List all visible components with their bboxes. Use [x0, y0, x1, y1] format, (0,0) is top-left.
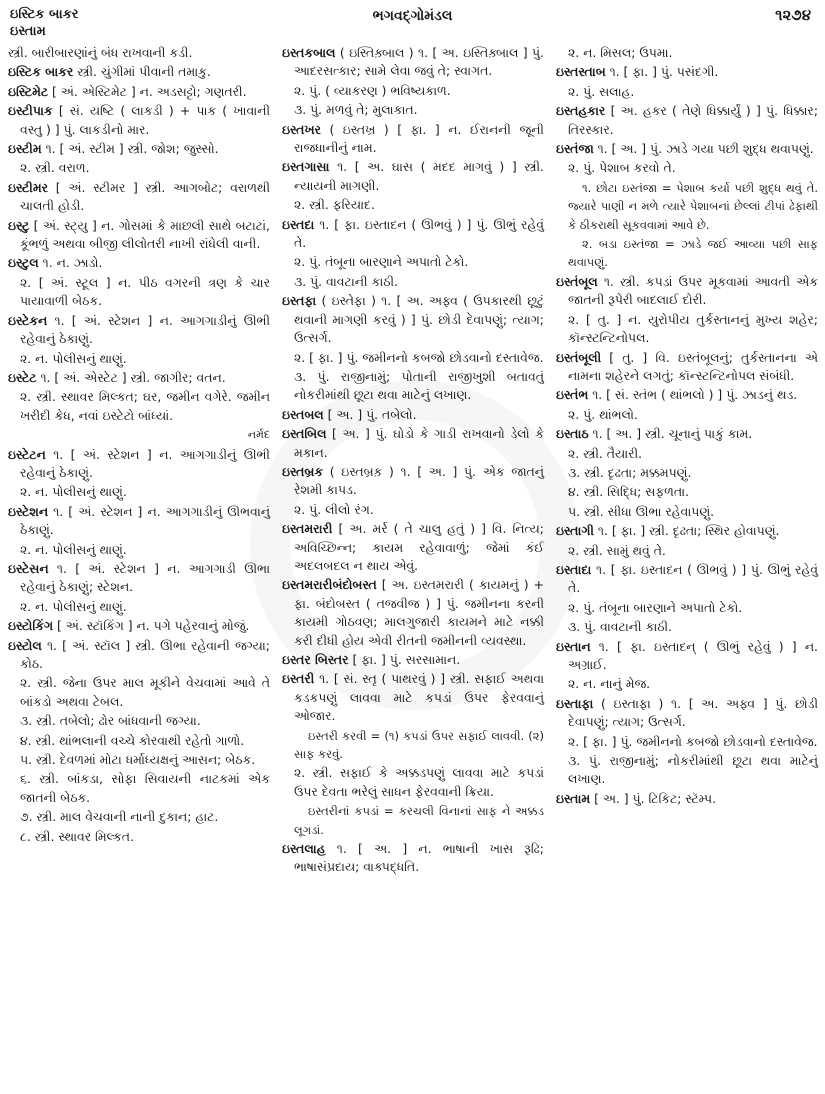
definition-text: ૨. બડા ઇસ્તંજા = ઝાડે જઈ આવ્યા પછી સાફ થવાપણું. [568, 237, 818, 270]
column-2 [282, 44, 544, 878]
definition-text: ( ઇસ્તખ્ર ) [ ફા. ] ન. ઈરાનની જૂની રાજધાનીનું નામ. [294, 121, 544, 156]
definition-text: ૨. સ્ત્રી. ફરિયાદ. [294, 197, 375, 213]
page-header [0, 0, 825, 44]
definition-text: ૨. [ તુ. ] ન. યુરોપીય તુર્કસ્તાનનું મુખ્ય શહેર; કૉન્સ્ટન્ટિનોપલ. [568, 311, 818, 346]
sense-line [282, 253, 544, 271]
sense-line [8, 712, 270, 730]
definition-text: ૨. પું. સલાહ. [568, 83, 635, 99]
definition-text: ૮. સ્ત્રી. સ્થાવર મિલ્કત. [20, 828, 134, 844]
sense-line [556, 44, 818, 62]
usage-note [556, 235, 818, 272]
definition-text: [ અં. એસ્ટિમેટ ] ન. અડસટ્ટો; ગણતરી. [52, 83, 247, 99]
sense-line [282, 82, 544, 100]
definition-text: ૨. સ્ત્રી. સ્થાવર મિલ્કત; ઘર, જમીન વગેરે. જમીન ખરીદી કેધ, નવાં ઇસ્ટેટો બાંધ્યાં. [20, 389, 270, 423]
sense-line [8, 388, 270, 425]
headword: ઇસ્તમરારી [282, 521, 333, 537]
dictionary-entry [8, 617, 270, 635]
definition-text: ( ઇસ્તબ્રક઼ ) ૧. [ અ. ] પું. એક જાતનું રેશમી કાપડ. [294, 463, 544, 498]
dictionary-entry [8, 140, 270, 158]
definition-text: ૧. છોટા ઇસ્તંજા = પેશાબ કર્યા પછી શુદ્ધ થવું તે. જ્યારે પાણી ન મળે ત્યારે પેશાબનાં છેલ્લાં ટીપાં ઢેફાથી કે ઠીકરાથી સૂકવવામાં આવે છે. [568, 180, 818, 232]
definition-text: [ ફા. ] પું. સરસામાન. [352, 652, 461, 667]
sense-line [282, 368, 544, 405]
definition-text: ૨. [ અં. સ્ટૂલ ] ન. પીઠ વગરની ત્રણ કે ચાર પાયાવાળી બેઠક. [20, 274, 270, 309]
definition-text: ૨. સ્ત્રી. વરાળ. [20, 160, 90, 176]
dictionary-entry [8, 217, 270, 254]
sense-line [556, 733, 818, 751]
headword: ઇસ્તંબૂલ [556, 273, 598, 289]
definition-text: [ અ. હકર ( તેણે ધિક્કાર્યું ) ] પું. ધિક્કાર; તિરસ્કાર. [568, 103, 818, 137]
dictionary-entry [282, 840, 544, 877]
definition-text: ૨. ન. પોલીસનું થાણું. [20, 484, 127, 500]
sense-line [8, 674, 270, 711]
definition-text: ૩. પું. રાજીનામું; નોકરીમાંથી છૂટા થવા માટેનું લખાણ. [568, 753, 818, 787]
dictionary-entry [8, 560, 270, 597]
headword: ઇસ્તહકાર [556, 103, 606, 119]
sense-line [556, 675, 818, 693]
definition-text: [ અં. સ્ટીમર ] સ્ત્રી. આગબોટ; વરાળથી ચાલતી હોડી. [20, 179, 270, 214]
headword: ઇસ્તફા [282, 293, 317, 309]
sense-line [282, 196, 544, 214]
definition-text: ૩. પું. મળવું તે; મુલાકાત. [294, 102, 418, 118]
definition-text: [ અ. મર્ર ( તે ચાલુ હતું ) ] વિ. નિત્ય; અવિચ્છિન્ન; કાયમ રહેવાવાળું; જેમાં કંઈ અદલબદલ ન થાય એવું. [294, 521, 544, 573]
definition-text: ૨. ન. પોલીસનું થાણું. [20, 541, 127, 557]
definition-text: ૨. ન. પોલીસનું થાણું. [20, 350, 127, 366]
definition-text: ૧. [ સં. સ્તંભ ( થાંભલો ) ] પું. ઝાડનું થડ. [592, 387, 798, 403]
dictionary-entry [556, 102, 818, 139]
headword: ઇસ્ટેશન [8, 503, 49, 519]
definition-text: ૨. પું. તંબૂના બારણાને અપાતો ટેકો. [294, 254, 469, 270]
headword: ઇસ્તાફા [556, 695, 594, 711]
definition-text: ૧. [ અં. સ્ટેશન ] ન. આગગાડી ઊભા રહેવાનું ઠેકાણું; સ્ટેશન. [20, 560, 270, 595]
definition-text: ૩. પું. વાવટાની કાઠી. [568, 619, 672, 635]
definition-text: ૨. ન. પોલીસનું થાણું. [20, 598, 127, 614]
headword: ઇસ્ટિક બાકર [8, 64, 74, 80]
headword: ઇસ્ટોકિંગ [8, 618, 54, 634]
dictionary-entry [8, 312, 270, 349]
definition-text: ૫. સ્ત્રી. સીધા ઊભા રહેવાપણું. [568, 503, 715, 519]
definition-text: ૪. સ્ત્રી. થાંભલાની વચ્ચે કોરવાથી રહેતો ગાળો. [20, 732, 245, 748]
definition-text: ૩. પું. વાવટાની કાઠી. [294, 273, 398, 289]
definition-text: [ અ. ] પું. ટિકિટ; સ્ટૅમ્પ. [594, 790, 717, 806]
definition-text: ૨. સ્ત્રી. સફાઈ કે અક્કડપણું લાવવા માટે કપડાં ઉપર દેવતા ભરેલું સાધન ફેરવવાની ક્રિયા. [294, 765, 544, 799]
definition-text: ૨. [ ફા. ] પું. જમીનનો કબજો છોડવાનો દસ્તાવેજ. [294, 349, 544, 365]
sense-line [282, 273, 544, 291]
definition-text: [ તુ. ] વિ. ઇસ્તંબૂલનું; તુર્કસ્તાનના એ નામના શહેરને લગતું; કૉન્સ્ટન્ટિનોપલ સંબંધી. [568, 349, 818, 383]
sense-line [556, 483, 818, 501]
sense-line [556, 503, 818, 521]
definition-text: ૬. સ્ત્રી. બાંકડા, સોફા સિવાયની નાટકમાં એક જાતની બેઠક. [20, 771, 270, 805]
definition-text: ૧. [ અં. એસ્ટેટ ] સ્ત્રી. જાગીર; વતન. [40, 369, 226, 385]
dictionary-columns [8, 44, 820, 878]
sense-line [8, 751, 270, 769]
dictionary-entry [8, 254, 270, 272]
sense-line [8, 44, 270, 62]
definition-text: ૩. સ્ત્રી. દૃઢતા; મક્કમપણું. [568, 464, 692, 480]
dictionary-entry [282, 121, 544, 158]
dictionary-entry [8, 637, 270, 674]
definition-text: ૨. સ્ત્રી. સામું થવું તે. [568, 542, 666, 558]
dictionary-entry [556, 790, 818, 808]
definition-text: ૧. [ અ. ઘાસ ( મદદ માગવું ) ] સ્ત્રી. ન્યાયની માગણી. [294, 159, 544, 193]
dictionary-entry [556, 386, 818, 404]
usage-note [282, 727, 544, 764]
definition-text: ૨. [ ફા. ] પું. જમીનનો કબજો છોડવાનો દસ્તાવેજ. [568, 733, 818, 749]
definition-text: ૧. [ અં. સ્ટેશન ] ન. આગગાડીનું ઊભી રહેવાનું ઠેકાણું. [20, 446, 270, 480]
dictionary-entry [556, 695, 818, 732]
headword: ઇસ્તખર [282, 121, 321, 137]
headword: ઇસ્તામ [556, 790, 591, 806]
usage-note [282, 802, 544, 839]
sense-line [282, 349, 544, 367]
headword: ઇસ્ટુ [8, 217, 30, 233]
sense-line [282, 101, 544, 119]
dictionary-entry [556, 273, 818, 310]
headword: ઇસ્ટેટન [8, 446, 46, 462]
headword: ઇસ્તબિલ [282, 426, 327, 442]
headword: ઇસ્તંજા [556, 141, 594, 157]
definition-text: સ્ત્રી. ચુંગીમાં પીવાની તમાકુ. [77, 64, 211, 80]
headword: ઇસ્તાઠ [556, 426, 589, 442]
sense-line [282, 764, 544, 801]
definition-text: [ અં. સ્ટૉકિંગ ] ન. પગે પહેરવાનું મોજું. [56, 618, 250, 634]
sense-line [556, 445, 818, 463]
definition-text: ૩. પું. રાજીનામું; પોતાની રાજીખુશી બતાવતું નોકરીમાંથી છૂટા થવા માટેનું લખાણ. [294, 368, 544, 403]
column-1 [8, 44, 270, 878]
definition-text: ૨. ન. મિસલ; ઉપમા. [568, 45, 673, 60]
dictionary-entry [8, 179, 270, 216]
headword: ઇસ્તાગી [556, 523, 594, 539]
dictionary-entry [8, 63, 270, 81]
page-number: ૧૨૭૪ [775, 6, 811, 24]
definition-text: [ અ. ઇસ્તમરારી ( કાયમનું ) + ફા. બંદોબસ્ત ( તજવીજ ) ] પું. જમીનના કરની કાયમી ગોઠવણ; માલગુજારી કાયમને માટે નક્કી કરી દીધી હોય એવી રીતની જમીનની વ્યવસ્થા. [294, 577, 544, 648]
headword: ઇસ્તાદા [556, 561, 592, 577]
definition-text: ( ઇસ્તેફા ) ૧. [ અ. અફ્વ ( ઉપકારથી છૂટું થવાની માગણી કરવું ) ] પું. છોડી દેવાપણું; ત્યાગ; ઉત્સર્ગ. [294, 293, 544, 346]
definition-text: ૨. પું. લીલો રંગ. [294, 501, 374, 517]
headword: ઇસ્તગાસા [282, 159, 330, 175]
sense-line [556, 752, 818, 789]
guide-word-first: ઇસ્ટિક બાકર [10, 7, 79, 22]
sense-line [8, 350, 270, 368]
citation-attribution [8, 426, 270, 444]
usage-note [556, 179, 818, 234]
definition-text: ( ઇસ્તાફા ) ૧. [ અ. અફ્વ ] પું. છોડી દેવાપણું; ત્યાગ; ઉત્સર્ગ. [568, 695, 818, 730]
dictionary-entry [282, 651, 544, 669]
sense-line [556, 464, 818, 482]
dictionary-entry [556, 638, 818, 675]
dictionary-entry [556, 63, 818, 81]
definition-text: ૨. ન. નાનું મેજ. [568, 676, 651, 692]
definition-text: ૧. [ અ. ] સ્ત્રી. ચૂનાનું પાકું કામ. [592, 426, 753, 442]
dictionary-entry [282, 520, 544, 575]
definition-text: [ અ. ] પું. તબેલો. [327, 406, 417, 422]
headword: ઇસ્ટેટ [8, 369, 37, 385]
dictionary-entry [282, 292, 544, 347]
sense-line [8, 732, 270, 750]
headword: ઇસ્તસ્તાબ [556, 64, 606, 80]
definition-text: સ્ત્રી. બારીબારણાંનું બંધ રાખવાની કડી. [8, 45, 193, 60]
sense-line [8, 159, 270, 177]
sense-line [556, 599, 818, 617]
definition-text: ૩. સ્ત્રી. તબેલો; ઢોર બાંધવાની જગ્યા. [20, 713, 201, 729]
headword: ઇસ્તબલ [282, 406, 324, 422]
definition-text: ૨. પું. થાંભલો. [568, 406, 638, 422]
headword: ઇસ્તલાહ [282, 841, 326, 857]
dictionary-entry [282, 576, 544, 650]
dictionary-entry [282, 463, 544, 500]
sense-line [8, 598, 270, 616]
definition-text: [ અં. સ્ટ્યુ ] ન. ગોસમાં કે માછલી સાથે બટાટાં, કૂંભળું અથવા બીજી લીલોતરી નાખી રાંધેલી વાની. [20, 217, 270, 252]
sense-line [8, 770, 270, 807]
definition-text: [ સં. યષ્ટિ ( લાકડી ) + પાક ( ખાવાની વસ્તુ ) ] પું. લાકડીનો માર. [20, 103, 270, 137]
definition-text: ૧. [ ફા. ઇસ્તાદન ( ઊભવું ) ] પું. ઊભું રહેવું તે. [568, 561, 818, 596]
headword: ઇસ્તરી [282, 671, 315, 687]
book-title: ભગવદ્ગોમંડલ [372, 8, 453, 24]
headword: ઇસ્તમરારીબંદોબસ્ત [282, 577, 377, 593]
sense-line [556, 83, 818, 101]
definition-text: ૧. [ સં. સ્તૃ ( પાથરવું ) ] સ્ત્રી. સફાઈ અથવા કડકપણું લાવવા માટે કપડાં ઉપર ફેરવવાનું ઓજાર. [294, 671, 544, 724]
dictionary-entry [556, 349, 818, 386]
headword: ઇસ્તબ્રક [282, 463, 324, 479]
headword: ઇસ્તકબાલ [282, 45, 336, 60]
definition-text: ૧. [ અં. સ્ટૉલ ] સ્ત્રી. ઊભા રહેવાની જગ્યા; કોઠ. [20, 637, 270, 671]
headword: ઇસ્તંબૂલી [556, 349, 602, 365]
definition-text: ( ઇસ્તિક઼્બાલ ) ૧. [ અ. ઇસ્તિક઼્બાલ ] પું. આદરસત્કાર; સામે લેવા જવું તે; સ્વાગત. [294, 45, 544, 79]
sense-line [556, 311, 818, 348]
guide-word-last: ઇસ્તામ [10, 24, 46, 39]
sense-line [8, 541, 270, 559]
dictionary-entry [556, 140, 818, 158]
definition-text: ૭. સ્ત્રી. માલ વેચવાની નાની દુકાન; હાટ. [20, 809, 219, 825]
definition-text: ૨. પું. તંબૂના બારણાને અપાતો ટેકો. [568, 599, 743, 615]
dictionary-entry [282, 425, 544, 462]
sense-line [8, 808, 270, 826]
definition-text: નર્મદ [247, 428, 270, 442]
definition-text: ૧. સ્ત્રી. કપડાં ઉપર મૂકવામાં આવતી એક જાતની રૂપેરી બાદલાઈ દોરી. [568, 273, 818, 308]
definition-text: ૧. [ અ. ] ન. ભાષાની ખાસ રૂઢિ; ભાષાસંપ્રદાય; વાક્પદ્ધતિ. [294, 841, 544, 875]
definition-text: ૧. [ ફા. ઇસ્તાદન ( ઊભવું ) ] પું. ઊભું રહેવું તે. [294, 216, 544, 251]
dictionary-entry [8, 102, 270, 139]
definition-text: ઇસ્તરી કરવી = (૧) કપડાં ઉપર સફાઈ લાવવી. (૨) સાફ કરવું. [294, 728, 544, 762]
sense-line [8, 828, 270, 846]
dictionary-entry [282, 406, 544, 424]
sense-line [556, 618, 818, 636]
dictionary-entry [282, 158, 544, 195]
dictionary-entry [282, 44, 544, 81]
sense-line [8, 274, 270, 311]
dictionary-entry [556, 561, 818, 598]
column-3 [556, 44, 818, 878]
definition-text: ૫. સ્ત્રી. દેવળમાં મોટા ધર્માધ્યક્ષનું આસન; બેઠક. [20, 752, 256, 768]
sense-line [556, 159, 818, 177]
definition-text: ૧. [ અ. ] પું. ઝાડે ગયા પછી શુદ્ધ થવાપણું. [597, 141, 814, 157]
dictionary-entry [8, 503, 270, 540]
headword: ઇસ્ટીપાક [8, 103, 53, 119]
headword: ઇસ્ટીમ [8, 141, 42, 157]
headword: ઇસ્ટેકન [8, 312, 48, 328]
dictionary-entry [8, 369, 270, 387]
dictionary-entry [8, 83, 270, 101]
definition-text: [ અ. ] પું. ઘોડો કે ગાડી રાખવાનો ડેલો કે મકાન. [294, 426, 544, 460]
definition-text: ૧. [ ફા. ઇસ્તાદન્ ( ઊભું રહેવું ) ] ન. અગ્રાઈ. [568, 638, 818, 672]
sense-line [556, 406, 818, 424]
definition-text: ૧. [ ફા. ] પું. પસંદગી. [609, 64, 719, 80]
dictionary-entry [282, 670, 544, 725]
headword: ઇસ્ટુલ [8, 255, 39, 271]
headword: ઇસ્તદા [282, 216, 315, 232]
sense-line [556, 542, 818, 560]
headword: ઇસ્તાન [556, 638, 591, 654]
headword: ઇસ્ટિમેટ [8, 83, 49, 99]
definition-text: ૨. સ્ત્રી. જેના ઉપર માલ મૂકીને વેચવામાં આવે તે બાંકડો અથવા ટેબલ. [20, 675, 270, 709]
dictionary-entry [8, 446, 270, 483]
definition-text: ૧. [ અં. સ્ટેશન ] ન. આગગાડીનું ઊભવાનું ઠેકાણું. [20, 503, 270, 538]
sense-line [8, 483, 270, 501]
definition-text: ૪. સ્ત્રી. સિદ્ધિ; સફળતા. [568, 484, 690, 500]
headword: ઇસ્તર બિસ્તર [282, 652, 349, 667]
definition-text: ૧. [ અં. સ્ટીમ ] સ્ત્રી. જોશ; જુસ્સો. [45, 141, 219, 157]
sense-line [282, 501, 544, 519]
definition-text: ઇસ્તરીનાં કપડાં = કરચલી વિનાનાં સાફ ને અક્કડ લૂગડાં. [294, 804, 544, 837]
definition-text: ૧. [ ફા. ] સ્ત્રી. દૃઢતા; સ્થિર હોવાપણું. [597, 523, 780, 539]
definition-text: ૧. ન. ઝાડો. [42, 255, 103, 271]
definition-text: ૨. પું. પેશાબ કરવો તે. [568, 160, 676, 176]
headword: ઇસ્ટોલ [8, 637, 42, 653]
dictionary-entry [282, 216, 544, 253]
dictionary-entry [556, 425, 818, 443]
headword: ઇસ્તંભ [556, 387, 589, 403]
definition-text: ૧. [ અં. સ્ટેશન ] ન. આગગાડીનું ઊભી રહેવાનું ઠેકાણું. [20, 312, 270, 347]
dictionary-entry [556, 522, 818, 540]
headword: ઇસ્ટીમર [8, 179, 49, 195]
definition-text: ૨. પું. ( વ્યાકરણ ) ભવિષ્યકાળ. [294, 82, 451, 98]
definition-text: ૨. સ્ત્રી. તૈયારી. [568, 445, 643, 461]
headword: ઇસ્ટેસન [8, 560, 49, 576]
